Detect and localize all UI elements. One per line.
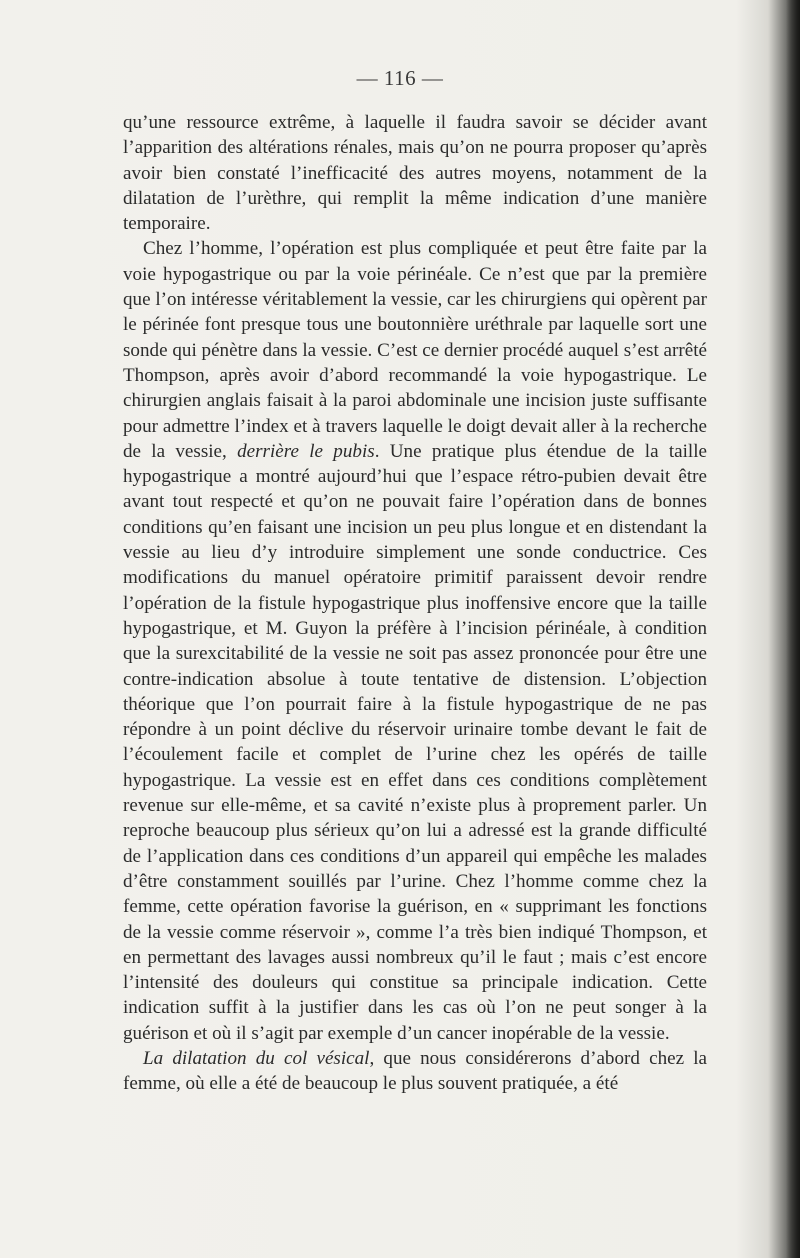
body-text: [123, 110, 707, 1097]
page-number: — 116 —: [356, 66, 444, 90]
paragraph: [123, 236, 707, 1046]
paragraph-text: Chez l’homme, l’opération est plus compliquée et peut être faite par la voie hypogastrique ou par la voie périnéale. Ce n’est que par la première que l’on intéresse véritablement la vessie, car les chirurgiens qui opèrent par le périnée font presque tous une boutonnière uréthrale par laquelle sort une sonde qui pénètre dans la vessie. C’est ce dernier procédé auquel s’est arrêté Thompson, après avoir d’abord recommandé la voie hypogastrique. Le chirurgien anglais faisait à la paroi abdominale une incision juste suffisante pour admettre l’index et à travers laquelle le doigt devait aller à la recherche de la vessie,: [123, 238, 707, 462]
paragraph-text: qu’une ressource extrême, à laquelle il faudra savoir se décider avant l’apparition des altérations rénales, mais qu’on ne pourra proposer qu’après avoir bien constaté l’inefficacité des autres moyens, notamment de la dilatation de l’urèthre, qui remplit la même indication d’une manière temporaire.: [123, 112, 707, 235]
italic-phrase: derrière le pubis: [237, 440, 375, 462]
paragraph: [123, 1046, 707, 1097]
paragraph-text: , que nous considérerons d’abord chez la femme, où elle a été de beaucoup le plus souvent pratiquée, a été: [123, 1047, 707, 1095]
italic-phrase: La dilatation du col vésical: [143, 1047, 370, 1069]
paragraph-text: . Une pratique plus étendue de la taille hypogastrique a montré aujourd’hui que l’espace rétro-pubien devait être avant tout respecté et qu’on ne pouvait faire l’opération dans de bonnes conditions qu’en faisant une incision un peu plus longue et en distendant la vessie au lieu d’y introduire simplement une sonde conductrice. Ces modifications du manuel opératoire primitif paraissent devoir rendre l’opération de la fistule hypogastrique plus inoffensive encore que la taille hypogastrique, et M. Guyon la préfère à l’incision périnéale, à condition que la surexcitabilité de la vessie ne soit pas assez prononcée pour être une contre-indication absolue à toute tentative de distension. L’objection théorique que l’on pourrait faire à la fistule hypogastrique de ne pas répondre à un point déclive du réservoir urinaire tombe devant le fait de l’écoulement facile et complet de l’urine chez les opérés de taille hypogastrique. La vessie est en effet dans ces conditions complètement revenue sur elle-même, et sa cavité n’existe plus à proprement parler. Un reproche beaucoup plus sérieux qu’on lui a adressé est la grande difficulté de l’application dans ces conditions d’un appareil qui empêche les malades d’être constamment souillés par l’urine. Chez l’homme comme chez la femme, cette opération favorise la guérison, en « supprimant les fonctions de la vessie comme réservoir », comme l’a très bien indiqué Thompson, et en permettant des lavages aussi nombreux qu’il le faut ; mais c’est encore l’intensité des douleurs qui constitue sa principale indication. Cette indication suffit à la justifier dans les cas où l’on ne peut songer à la guérison et où il s’agit par exemple d’un cancer inopérable de la vessie.: [123, 440, 707, 1044]
paragraph: [123, 110, 707, 236]
page-edge-shadow: [786, 0, 800, 1258]
